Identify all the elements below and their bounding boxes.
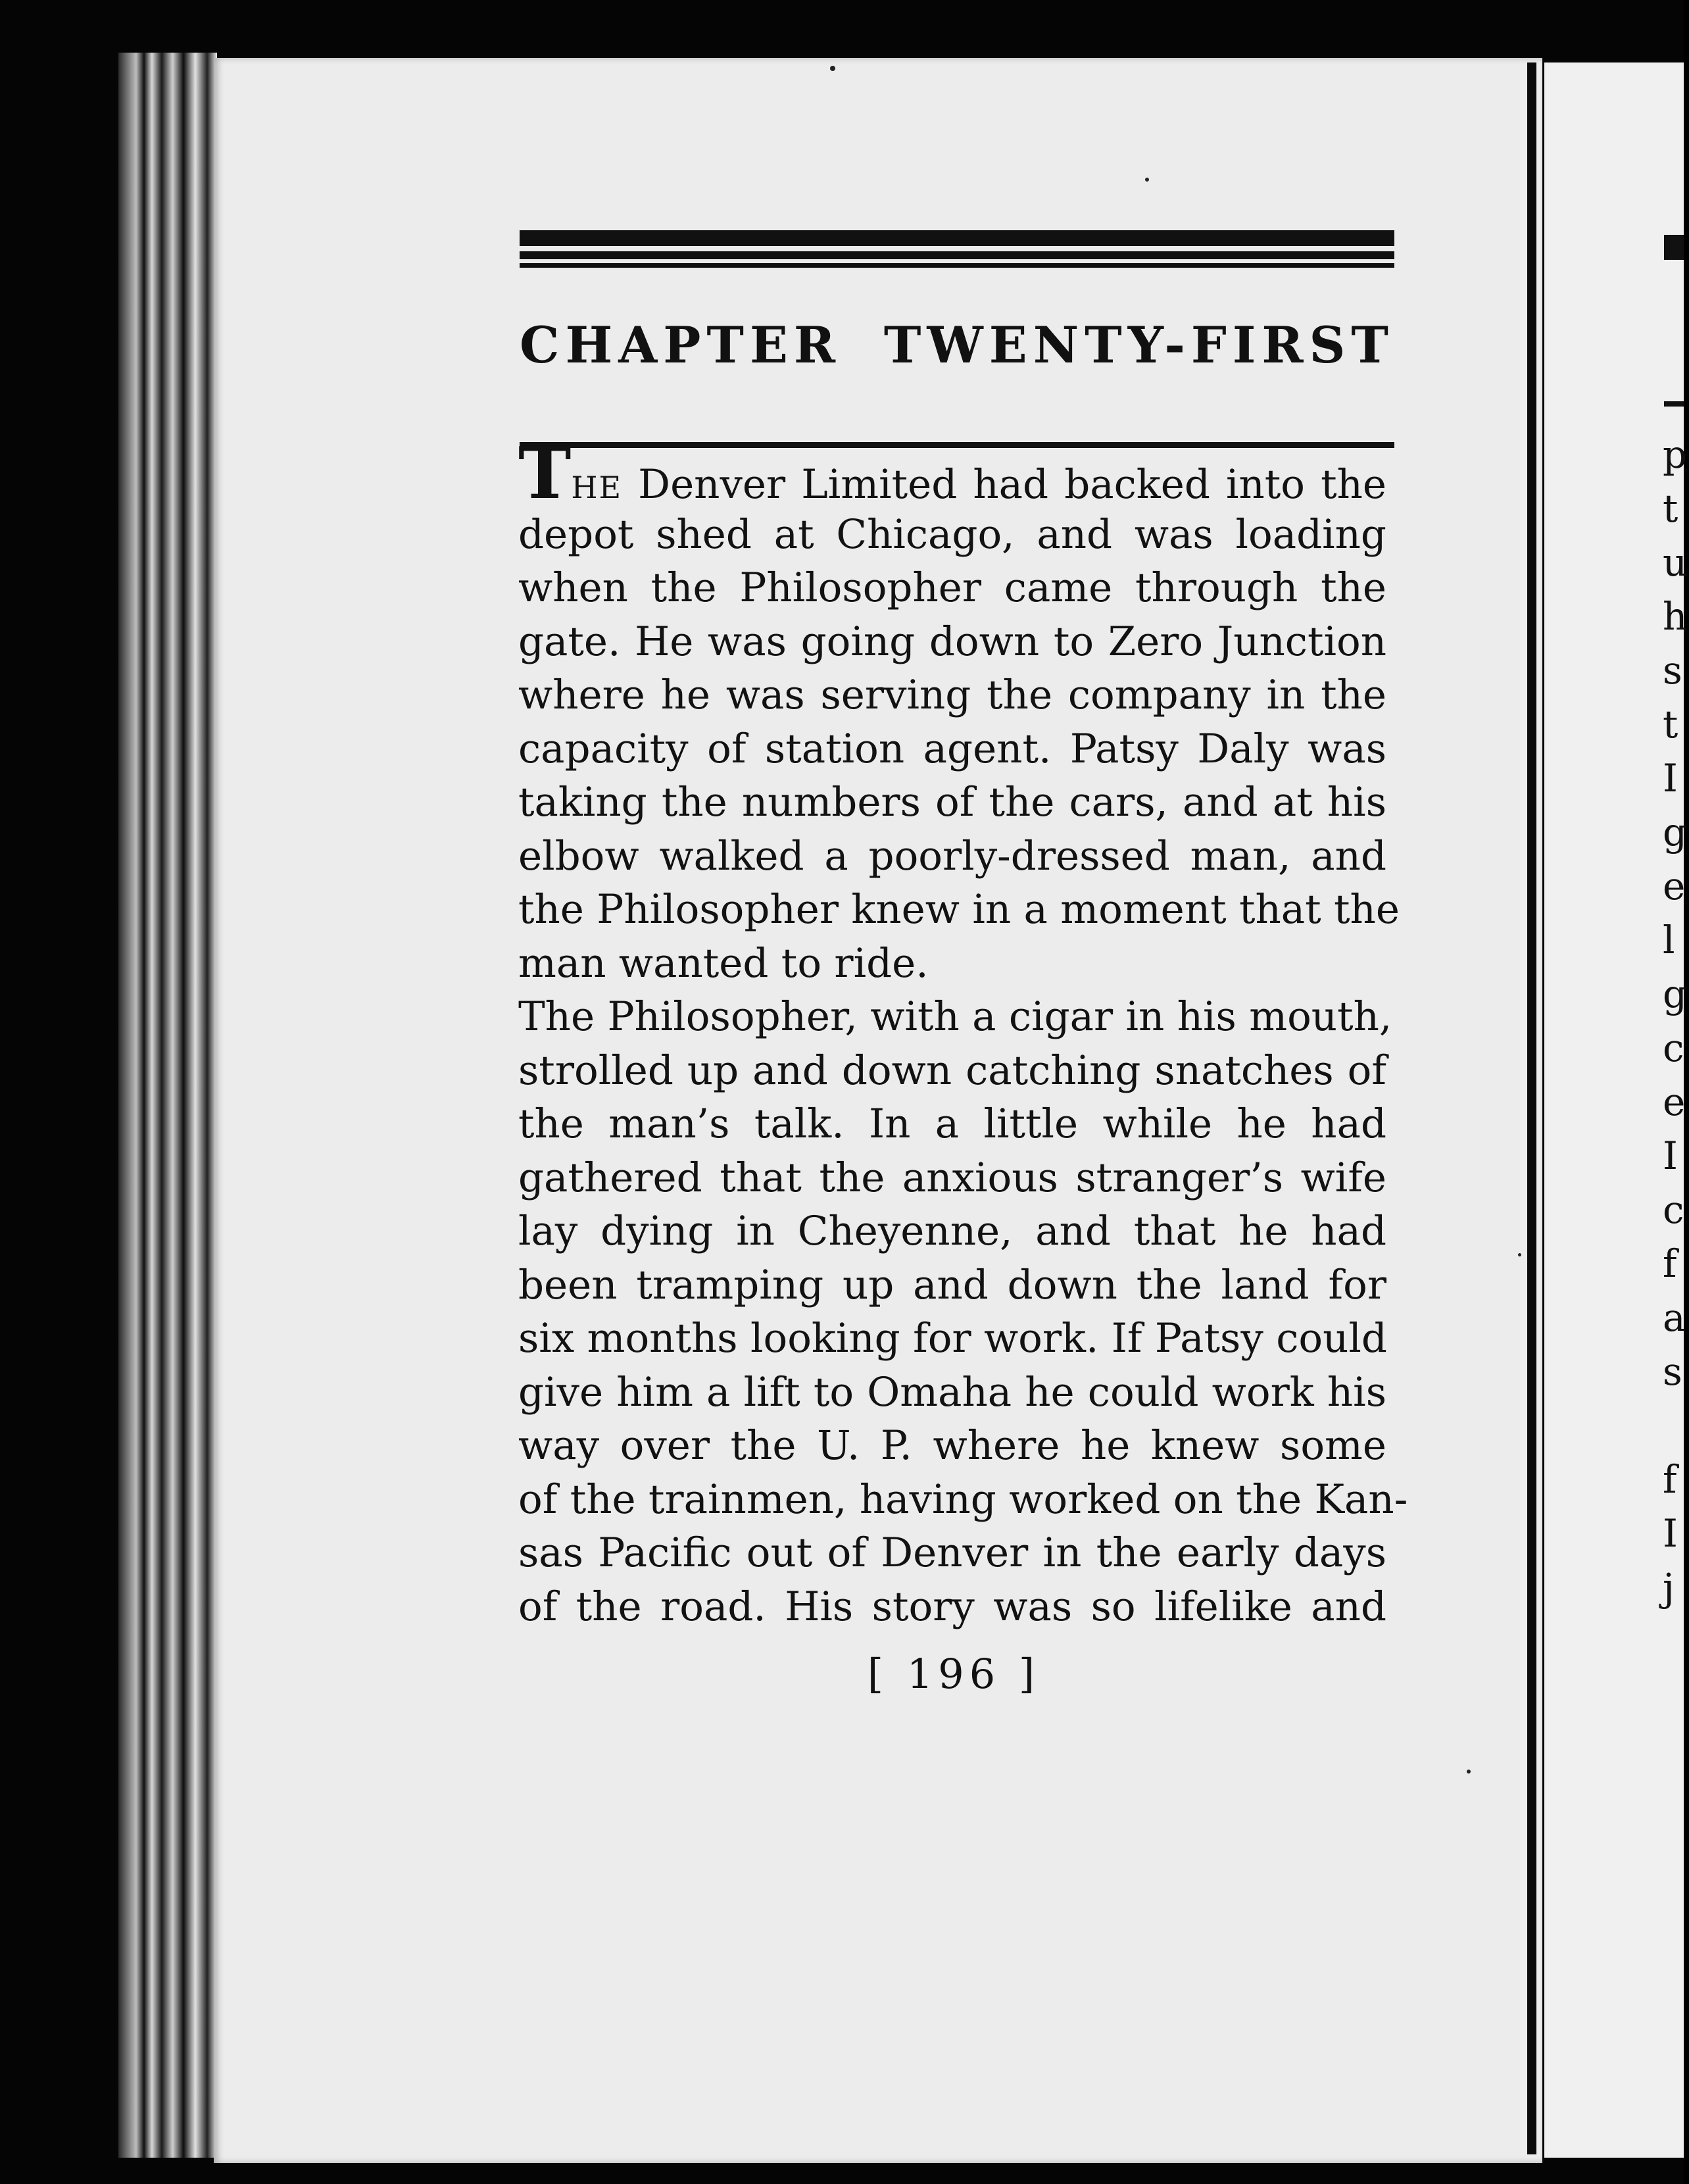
body-line: lay dying in Cheyenne, and that he had <box>518 1208 1386 1254</box>
body-line: gate. He was going down to Zero Junction <box>518 618 1386 665</box>
body-line: capacity of station agent. Patsy Daly was <box>518 725 1386 772</box>
body-line: of the trainmen, having worked on the Kan- <box>518 1476 1408 1523</box>
facing-page-letter: I <box>1663 1511 1678 1556</box>
facing-page-letter: s <box>1663 648 1682 693</box>
facing-page-letter: I <box>1663 1133 1678 1178</box>
body-line: the Philosopher knew in a moment that the <box>518 886 1400 933</box>
paper-speck <box>1518 1253 1521 1256</box>
facing-page-letter: t <box>1663 486 1678 531</box>
paper-speck <box>830 66 835 71</box>
book-spine-edge <box>118 53 217 2158</box>
facing-page-letter: j <box>1663 1565 1675 1610</box>
body-line: depot shed at Chicago, and was loading <box>518 510 1386 558</box>
chapter-title: CHAPTER TWENTY-FIRST <box>520 316 1394 374</box>
body-line: where he was serving the company in the <box>518 672 1386 718</box>
body-line: give him a lift to Omaha he could work his <box>518 1368 1386 1416</box>
body-line: of the road. His story was so lifelike and <box>518 1583 1386 1630</box>
facing-page-text-fragment <box>1663 428 1689 1614</box>
facing-page-letter: l <box>1663 918 1675 962</box>
facing-page-letter: g <box>1663 810 1688 855</box>
body-text <box>518 432 1408 1633</box>
body-line: taking the numbers of the cars, and at his <box>518 779 1386 826</box>
facing-page-letter: c <box>1663 1026 1684 1070</box>
body-line: The Philosopher, with a cigar in his mouth, <box>518 993 1392 1040</box>
body-line: sas Pacific out of Denver in the early days <box>518 1529 1386 1576</box>
gutter-line <box>1527 62 1536 2154</box>
facing-page-letter: f <box>1663 1457 1677 1502</box>
body-line <box>518 432 1386 515</box>
header-rule-thin <box>520 263 1394 268</box>
facing-page-letter: g <box>1663 972 1688 1016</box>
facing-page-letter: s <box>1663 1349 1682 1394</box>
facing-page-letter: c <box>1663 1187 1684 1232</box>
body-line: elbow walked a poorly-dressed man, and <box>518 832 1386 880</box>
facing-page-header-rule <box>1664 235 1684 260</box>
paper-speck <box>1467 1770 1471 1774</box>
page-number: [ 196 ] <box>867 1650 1040 1698</box>
body-line-text: Denver Limited had backed into the <box>622 461 1386 508</box>
paper-speck <box>1145 178 1149 182</box>
body-line: been tramping up and down the land for <box>518 1261 1386 1308</box>
body-line: when the Philosopher came through the <box>518 564 1386 611</box>
facing-page-title-rule <box>1664 401 1684 407</box>
facing-page-letter: t <box>1663 702 1678 747</box>
drop-cap: T <box>518 432 572 515</box>
facing-page-letter: u <box>1663 540 1688 585</box>
facing-page-letter: I <box>1663 756 1678 801</box>
facing-page-letter: p <box>1663 432 1688 477</box>
body-line: strolled up and down catching snatches of <box>518 1047 1386 1094</box>
facing-page-letter <box>1663 1399 1689 1452</box>
header-rule-thick <box>520 230 1394 246</box>
body-line: six months looking for work. If Patsy could <box>518 1315 1387 1362</box>
facing-page-letter: e <box>1663 1080 1686 1124</box>
small-caps-word: HE <box>571 470 623 505</box>
facing-page-letter: e <box>1663 864 1686 908</box>
body-line: the man’s talk. In a little while he had <box>518 1101 1386 1147</box>
body-line: man wanted to ride. <box>518 939 929 987</box>
facing-page-letter: h <box>1663 594 1688 639</box>
body-line: gathered that the anxious stranger’s wife <box>518 1154 1386 1201</box>
title-underline-rule <box>520 442 1394 448</box>
body-line: way over the U. P. where he knew some <box>518 1422 1386 1469</box>
header-rule-medium <box>520 251 1394 259</box>
facing-page-letter: f <box>1663 1241 1677 1286</box>
facing-page-letter: a <box>1663 1295 1686 1340</box>
